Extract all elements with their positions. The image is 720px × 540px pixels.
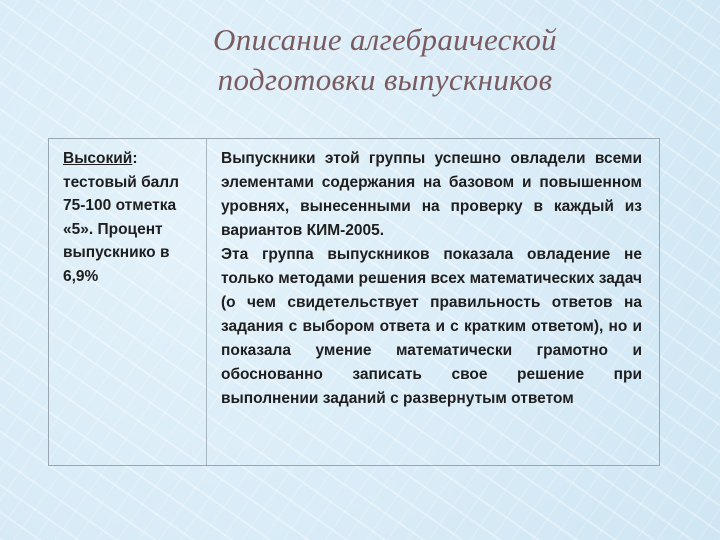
title-line-2: подготовки выпускников — [217, 62, 553, 97]
column-divider — [206, 139, 207, 465]
level-colon: : — [132, 150, 138, 167]
description-paragraph-1: Выпускники этой группы успешно овладели всеми элементами содержания на базовом и повышенном уровнях, вынесенными на проверку в каждый из вариантов КИМ-2005. — [221, 150, 642, 239]
content-table — [48, 138, 660, 466]
description-cell — [221, 147, 642, 411]
level-label: Высокий — [63, 150, 133, 167]
title-line-1: Описание алгебраической — [213, 22, 557, 57]
description-paragraph-2: Эта группа выпускников показала овладение не только методами решения всех математических задач (о чем свидетельствует правильность ответов на задания с выбором ответа и с кратким ответом), но и показала умение математически грамотно и обоснованно записать свое решение при выполнении заданий с развернутым ответом — [221, 246, 642, 407]
level-cell — [63, 147, 201, 288]
slide-title — [150, 20, 620, 100]
level-description: тестовый балл 75-100 отметка «5». Процент выпускнико в 6,9% — [63, 173, 179, 285]
